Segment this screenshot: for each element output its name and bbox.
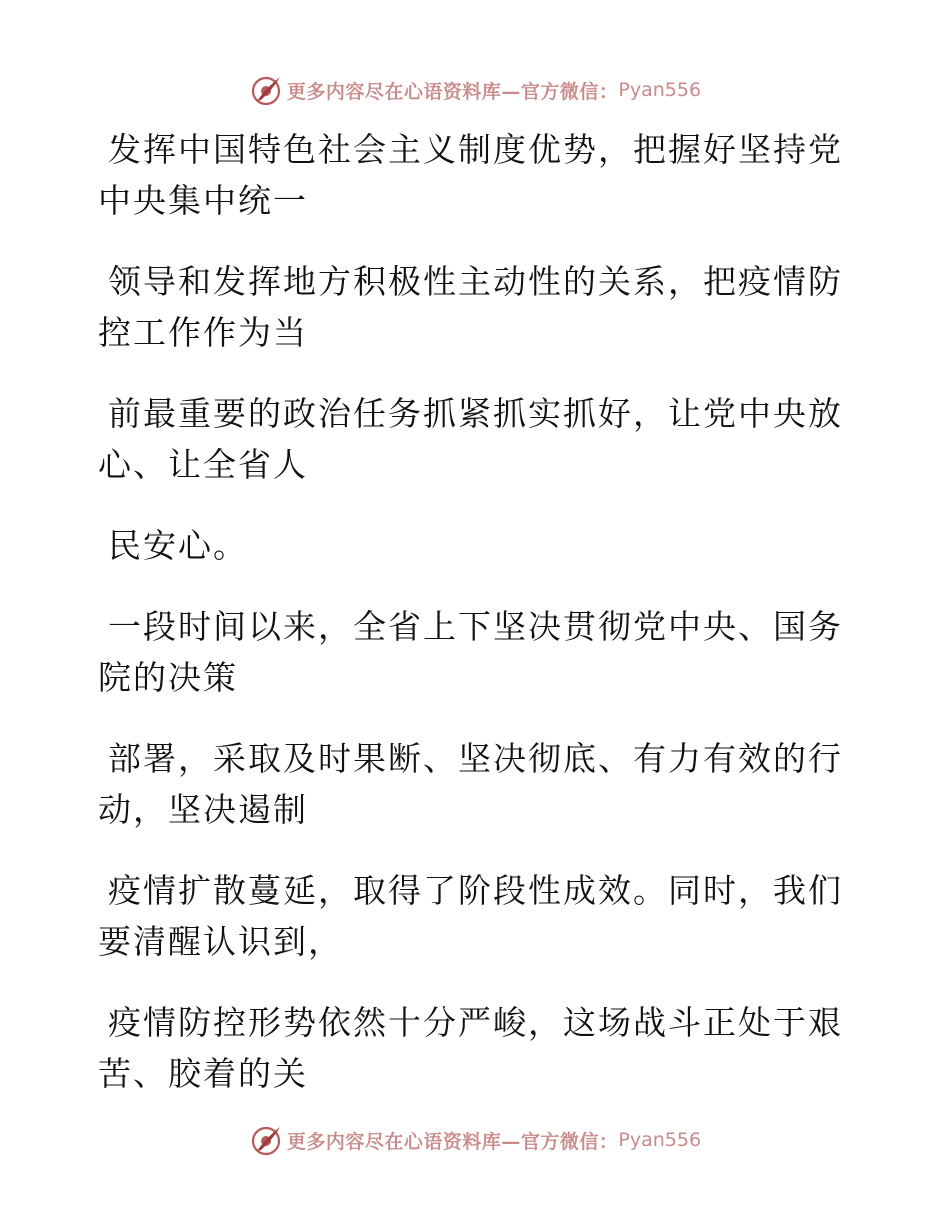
- text-line: 心、让全省人: [98, 445, 308, 484]
- paragraph: [98, 520, 838, 571]
- watermark-wechat-id: Pyan556: [618, 1129, 702, 1151]
- text-line: 控工作作为当: [98, 313, 308, 352]
- text-line: 民安心。: [108, 526, 248, 565]
- text-line: 一段时间以来，全省上下坚决贯彻党中央、国务: [108, 607, 843, 646]
- paragraph: [98, 733, 843, 835]
- paragraph: [98, 997, 843, 1099]
- text-line: 中央集中统一: [98, 181, 308, 220]
- header-watermark: [0, 70, 950, 110]
- paragraph: [98, 388, 843, 490]
- text-line: 苦、胶着的关: [98, 1054, 308, 1093]
- text-line: 前最重要的政治任务抓紧抓实抓好，让党中央放: [108, 394, 843, 433]
- paragraph: [98, 256, 843, 358]
- text-line: 动，坚决遏制: [98, 790, 308, 829]
- watermark-wechat-id: Pyan556: [618, 79, 702, 101]
- footer-watermark: [0, 1120, 950, 1160]
- text-line: 疫情防控形势依然十分严峻，这场战斗正处于艰: [108, 1003, 843, 1042]
- text-line: 院的决策: [98, 658, 238, 697]
- text-line: 疫情扩散蔓延，取得了阶段性成效。同时，我们: [108, 871, 843, 910]
- paragraph: [98, 601, 843, 703]
- feather-pen-circle-icon: [249, 73, 283, 107]
- feather-pen-circle-icon: [249, 1123, 283, 1157]
- text-line: 发挥中国特色社会主义制度优势，把握好坚持党: [108, 130, 843, 169]
- watermark-brand-text: 更多内容尽在心语资料库—官方微信：: [286, 80, 619, 103]
- text-line: 要清醒认识到，: [98, 922, 343, 961]
- text-line: 领导和发挥地方积极性主动性的关系，把疫情防: [108, 262, 843, 301]
- paragraph: [98, 865, 843, 967]
- watermark-brand-text: 更多内容尽在心语资料库—官方微信：: [286, 1130, 619, 1153]
- paragraph: [98, 124, 843, 226]
- text-line: 部署，采取及时果断、坚决彻底、有力有效的行: [108, 739, 843, 778]
- document-body: [98, 124, 843, 1129]
